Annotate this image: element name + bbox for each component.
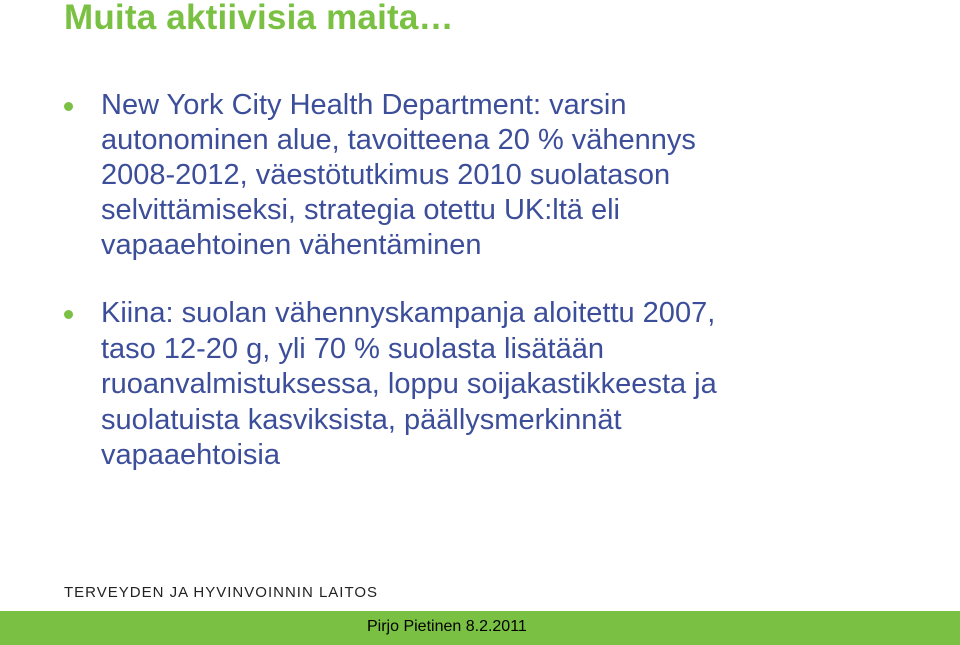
footer-author-date: Pirjo Pietinen 8.2.2011 bbox=[367, 618, 527, 635]
bullet-dot-icon bbox=[64, 310, 73, 319]
bullet-text bbox=[101, 88, 891, 263]
bullet-line: autonominen alue, tavoitteena 20 % vähennys bbox=[101, 124, 696, 156]
bullet-line: taso 12-20 g, yli 70 % suolasta lisätään bbox=[101, 332, 604, 365]
bullet-line: 2008-2012, väestötutkimus 2010 suolatason bbox=[101, 159, 671, 191]
bullet-line: vapaaehtoinen vähentäminen bbox=[101, 229, 482, 261]
organization-logo-text: TERVEYDEN JA HYVINVOINNIN LAITOS bbox=[64, 584, 379, 601]
slide-title: Muita aktiivisia maita… bbox=[64, 0, 454, 37]
bullet-line: selvittämiseksi, strategia otettu UK:ltä eli bbox=[101, 194, 620, 226]
bullet-line: Kiina: suolan vähennyskampanja aloitettu 2007, bbox=[101, 297, 716, 329]
bullet-text bbox=[101, 296, 891, 474]
bullet-line: vapaaehtoisia bbox=[101, 439, 280, 471]
bullet-line: New York City Health Department: varsin bbox=[101, 89, 627, 121]
bullet-line: suolatuista kasviksista, päällysmerkinnät bbox=[101, 403, 622, 436]
bullet-line: ruoanvalmistuksessa, loppu soijakastikkeesta ja bbox=[101, 368, 717, 400]
bullet-dot-icon bbox=[64, 102, 73, 111]
